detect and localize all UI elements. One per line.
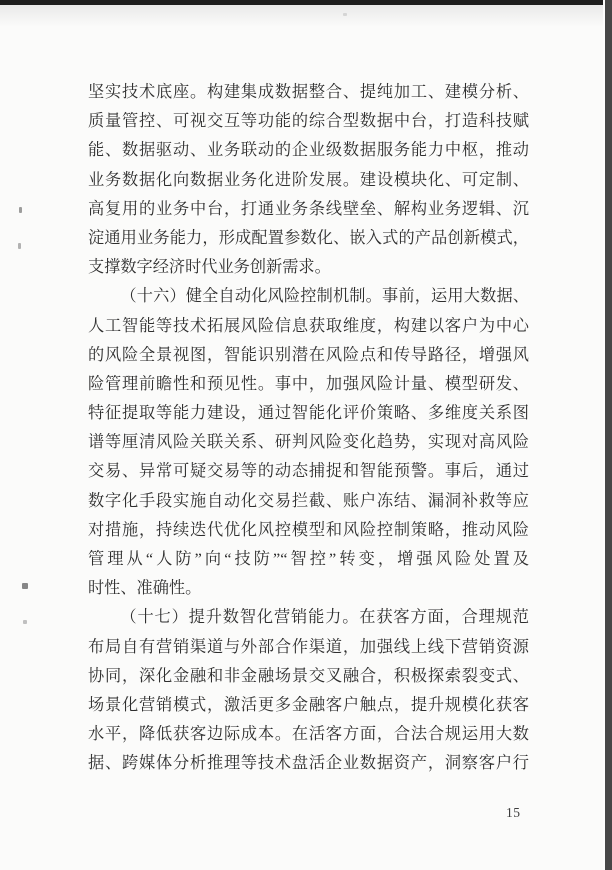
text-line: 业务数据化向数据业务化进阶发展。建设模块化、可定制、	[88, 170, 529, 189]
scan-speck	[343, 13, 347, 16]
text-line: 时性、准确性。	[88, 579, 202, 598]
text-line: 人工智能等技术拓展风险信息获取维度，构建以客户为中心	[88, 316, 529, 335]
text-line: 据、跨媒体分析推理等技术盘活企业数据资产，洞察客户行	[88, 754, 529, 773]
text-line: （十六）健全自动化风险控制机制。事前，运用大数据、	[120, 287, 529, 306]
scan-speck	[22, 583, 28, 589]
document-text-block	[88, 78, 529, 779]
text-line: 场景化营销模式，激活更多金融客户触点，提升规模化获客	[88, 695, 529, 714]
text-line: 淀通用业务能力，形成配置参数化、嵌入式的产品创新模式，	[88, 228, 529, 247]
text-line: 质量管控、可视交互等功能的综合型数据中台，打造科技赋	[88, 112, 529, 131]
text-line: 特征提取等能力建设，通过智能化评价策略、多维度关系图	[88, 404, 529, 423]
text-line: 高复用的业务中台，打通业务条线壁垒、解构业务逻辑、沉	[88, 199, 529, 218]
text-line: 布局自有营销渠道与外部合作渠道，加强线上线下营销资源	[88, 637, 529, 656]
scan-speck	[23, 620, 27, 624]
text-line: 对措施，持续迭代优化风控模型和风险控制策略，推动风险	[88, 520, 529, 539]
text-line: 管理从“人防”向“技防”“智控”转变，增强风险处置及	[88, 550, 529, 568]
text-line: 能、数据驱动、业务联动的企业级数据服务能力中枢，推动	[88, 141, 529, 160]
text-line: 交易、异常可疑交易等的动态捕捉和智能预警。事后，通过	[88, 462, 529, 481]
scan-right-border	[605, 0, 612, 870]
text-line: 坚实技术底座。构建集成数据整合、提纯加工、建模分析、	[88, 83, 529, 101]
text-line: 的风险全景视图，智能识别潜在风险点和传导路径，增强风	[88, 345, 529, 364]
scan-top-shadow	[0, 5, 612, 27]
page-number: 15	[506, 805, 521, 820]
text-line: 支撑数字经济时代业务创新需求。	[88, 258, 331, 277]
text-line: 水平，降低获客边际成本。在活客方面，合法合规运用大数	[88, 725, 529, 744]
scan-speck	[18, 243, 21, 249]
text-line: 数字化手段实施自动化交易拦截、账户冻结、漏洞补救等应	[88, 491, 529, 510]
scan-speck	[19, 207, 22, 213]
text-line: （十七）提升数智化营销能力。在获客方面，合理规范	[120, 608, 529, 627]
text-line: 协同，深化金融和非金融场景交叉融合，积极探索裂变式、	[88, 666, 529, 685]
text-line: 险管理前瞻性和预见性。事中，加强风险计量、模型研发、	[88, 374, 529, 393]
text-line: 谱等厘清风险关联关系、研判风险变化趋势，实现对高风险	[88, 433, 529, 452]
